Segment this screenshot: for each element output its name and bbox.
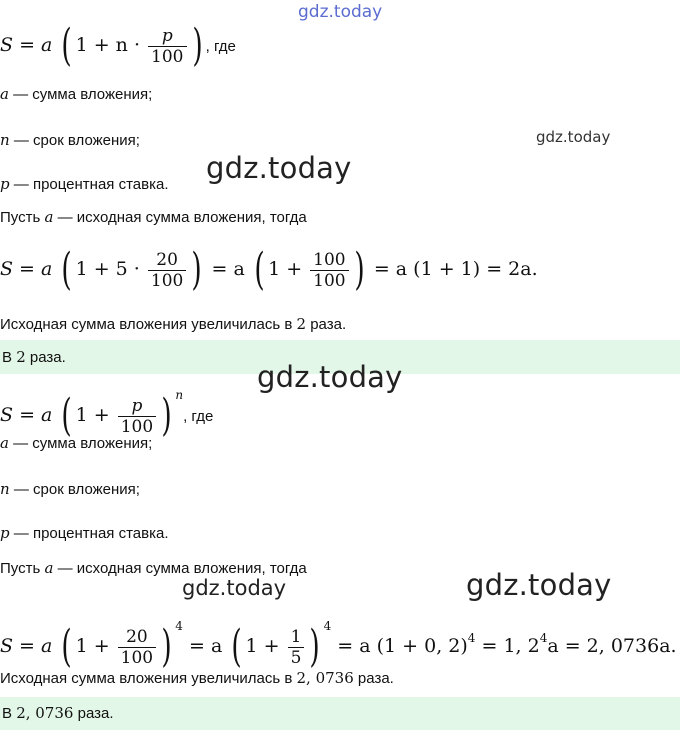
def-text: — сумма вложения; — [8, 435, 153, 452]
definition-a-2 — [0, 433, 152, 454]
frac-num: 100 — [313, 249, 346, 270]
calc-tail: = a (1 + 1) = 2a. — [373, 258, 538, 280]
let-var: a — [44, 559, 54, 577]
answer-post: раза. — [25, 349, 66, 366]
frac-den: 100 — [148, 270, 186, 291]
formula-var-s: S — [0, 404, 14, 426]
frac-num: 20 — [156, 249, 178, 270]
paren-left: ( — [61, 244, 73, 295]
frac-den: 100 — [310, 270, 348, 291]
conclusion-post: раза. — [306, 316, 347, 333]
calc-exponent: 4 — [175, 619, 183, 633]
def-var: a — [0, 434, 9, 452]
calc-mid: = a — [188, 635, 223, 657]
answer-num: 2 — [16, 348, 26, 366]
watermark-low-big: gdz.today — [466, 568, 612, 602]
watermark-low-small: gdz.today — [182, 576, 287, 600]
formula-var-a: a — [41, 404, 53, 426]
paren-left: ( — [254, 244, 265, 295]
def-text: — процентная ставка. — [9, 525, 169, 542]
formula-eq: = — [19, 404, 35, 426]
watermark-mid-big-1: gdz.today — [206, 151, 352, 185]
answer-post: раза. — [73, 705, 114, 722]
calc-inner: 1 + 5 · — [75, 258, 140, 280]
calc-tail-post: = 1, 2 — [481, 635, 540, 657]
paren-right: ) — [309, 621, 321, 672]
calc-exponent: 4 — [539, 631, 548, 645]
answer-num: 2, 0736 — [16, 704, 74, 722]
conclusion-num: 2 — [296, 315, 307, 333]
paren-right: ) — [354, 244, 365, 295]
def-var: n — [0, 131, 10, 149]
formula-1 — [0, 20, 236, 71]
calc-tail-end: a = 2, 0736a. — [547, 635, 677, 657]
frac-num: 20 — [126, 626, 148, 647]
conclusion-post: раза. — [353, 670, 394, 687]
paren-right: ) — [191, 244, 203, 295]
frac-den: 100 — [118, 416, 156, 437]
formula-var-s: S — [0, 34, 14, 56]
conclusion-num: 2, 0736 — [296, 669, 354, 687]
answer-pre: В — [2, 705, 17, 722]
frac-num: 1 — [290, 626, 302, 647]
calc-inner: 1 + — [75, 635, 110, 657]
def-text: — срок вложения; — [9, 481, 140, 498]
let-post: — исходная сумма вложения, тогда — [53, 209, 307, 226]
fraction-1-5 — [288, 627, 305, 668]
calc-tail-pre: = a (1 + 0, 2) — [337, 635, 468, 657]
conclusion-pre: Исходная сумма вложения увеличилась в — [0, 316, 297, 333]
let-post: — исходная сумма вложения, тогда — [53, 560, 307, 577]
watermark-right-small: gdz.today — [536, 128, 611, 146]
calc-inner: 1 + — [268, 258, 303, 280]
formula-suffix: , где — [205, 38, 236, 55]
frac-num: p — [131, 395, 143, 416]
def-var: p — [0, 524, 10, 542]
paren-left: ( — [61, 621, 73, 672]
fraction-p-100 — [118, 396, 156, 437]
calc-lead: S = a — [0, 258, 53, 280]
definition-p — [0, 174, 169, 195]
paren-left: ( — [61, 390, 73, 441]
conclusion-1 — [0, 314, 346, 335]
def-text: — сумма вложения; — [8, 86, 153, 103]
def-var: n — [0, 480, 10, 498]
let-var: a — [44, 208, 54, 226]
frac-num: p — [161, 25, 173, 46]
formula-exponent: n — [175, 388, 184, 402]
let-statement-1 — [0, 207, 307, 228]
definition-a — [0, 84, 152, 105]
def-var: a — [0, 85, 9, 103]
paren-left: ( — [231, 621, 243, 672]
frac-den: 100 — [148, 46, 186, 67]
paren-right: ) — [161, 390, 172, 441]
formula-eq: = — [19, 34, 35, 56]
watermark-mid-big-2: gdz.today — [257, 360, 403, 394]
calc-exponent: 4 — [323, 619, 332, 633]
answer-box-2 — [0, 697, 680, 730]
calculation-1 — [0, 244, 538, 294]
frac-den: 5 — [288, 647, 305, 668]
paren-left: ( — [61, 20, 73, 71]
paren-right: ) — [161, 621, 172, 672]
conclusion-2 — [0, 668, 394, 689]
fraction-p-100 — [148, 26, 186, 67]
calculation-2 — [0, 601, 677, 672]
let-pre: Пусть — [0, 209, 45, 226]
calc-exponent: 4 — [467, 631, 476, 645]
paren-right: ) — [191, 20, 203, 71]
fraction-100-100 — [310, 250, 348, 291]
definition-p-2 — [0, 523, 169, 544]
def-text: — срок вложения; — [9, 132, 140, 149]
definition-n-2 — [0, 479, 140, 500]
def-var: p — [0, 175, 10, 193]
conclusion-pre: Исходная сумма вложения увеличилась в — [0, 670, 297, 687]
calc-mid: = a — [211, 258, 245, 280]
formula-suffix: , где — [183, 408, 214, 425]
formula-inner: 1 + n · — [75, 34, 140, 56]
fraction-20-100 — [118, 627, 156, 668]
frac-den: 100 — [118, 647, 156, 668]
calc-lead: S = a — [0, 635, 53, 657]
formula-var-a: a — [41, 34, 53, 56]
let-pre: Пусть — [0, 560, 45, 577]
def-text: — процентная ставка. — [9, 176, 169, 193]
fraction-20-100 — [148, 250, 186, 291]
formula-2 — [0, 372, 214, 441]
formula-inner: 1 + — [75, 404, 110, 426]
watermark-top: gdz.today — [298, 2, 383, 22]
calc-inner: 1 + — [245, 635, 280, 657]
answer-pre: В — [2, 349, 17, 366]
definition-n — [0, 130, 140, 151]
